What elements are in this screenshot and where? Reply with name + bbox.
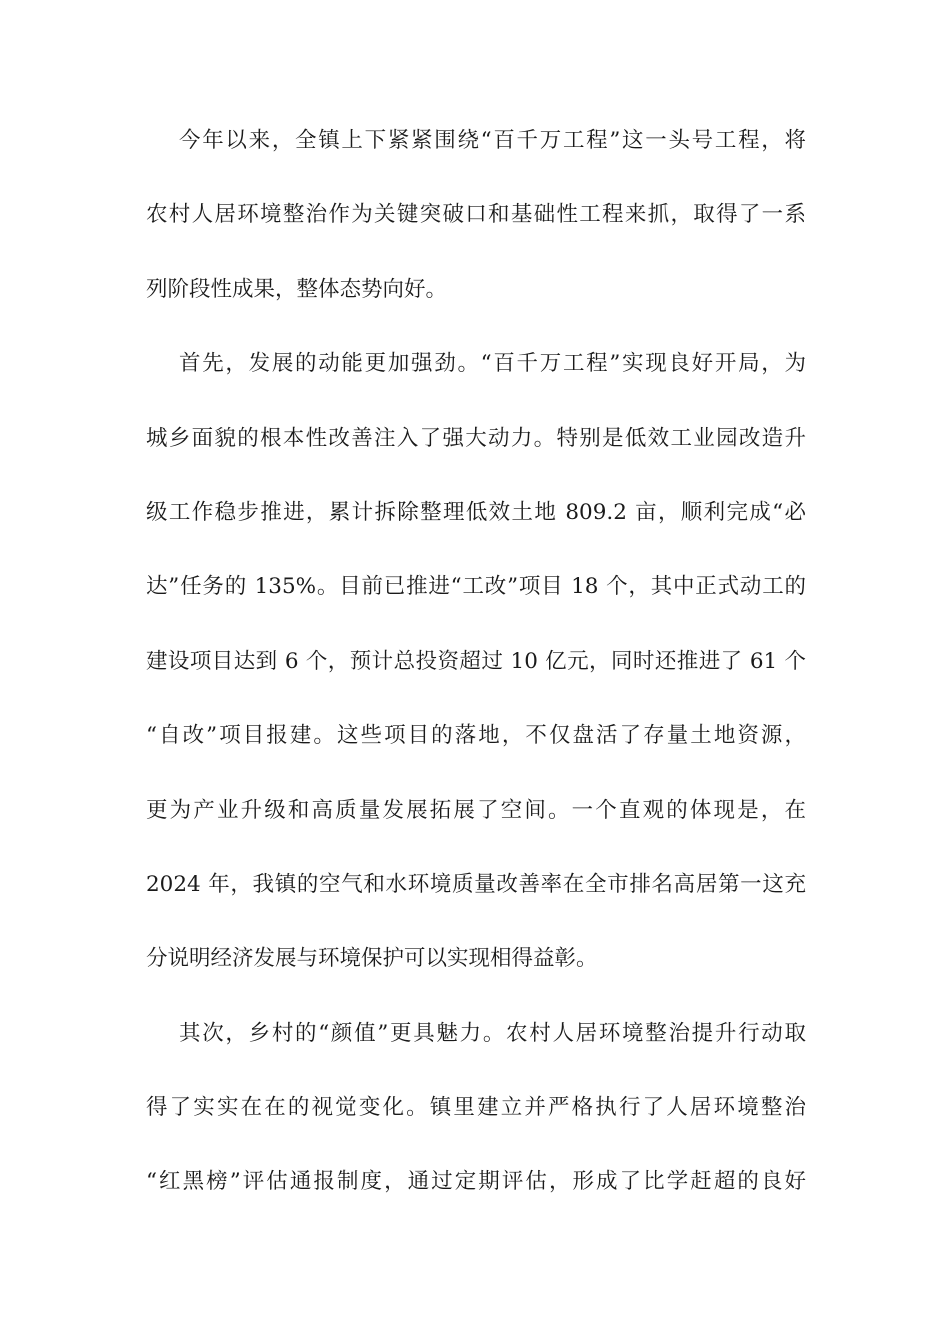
text-line: 列阶段性成果，整体态势向好。: [146, 276, 448, 302]
text-line: 城乡面貌的根本性改善注入了强大动力。特别是低效工业园改造升: [146, 425, 806, 451]
text-line: 农村人居环境整治作为关键突破口和基础性工程来抓，取得了一系: [146, 202, 806, 228]
text-line: 今年以来，全镇上下紧紧围绕“百千万工程”这一头号工程，将: [179, 128, 806, 153]
text-line: 级工作稳步推进，累计拆除整理低效土地 809.2 亩，顺利完成“必: [146, 499, 806, 525]
text-line: 分说明经济发展与环境保护可以实现相得益彰。: [146, 946, 598, 972]
text-line: 更为产业升级和高质量发展拓展了空间。一个直观的体现是，在: [146, 797, 806, 823]
text-line: “自改”项目报建。这些项目的落地，不仅盘活了存量土地资源，: [146, 723, 806, 749]
text-line: 2024 年，我镇的空气和水环境质量改善率在全市排名高居第一这充: [146, 871, 806, 897]
text-line: 得了实实在在的视觉变化。镇里建立并严格执行了人居环境整治: [146, 1095, 806, 1121]
text-line: 建设项目达到 6 个，预计总投资超过 10 亿元，同时还推进了 61 个: [146, 648, 806, 674]
text-line: 达”任务的 135%。目前已推进“工改”项目 18 个，其中正式动工的: [146, 574, 806, 600]
text-line: 首先，发展的动能更加强劲。“百千万工程”实现良好开局，为: [179, 351, 806, 377]
text-line: 其次，乡村的“颜值”更具魅力。农村人居环境整治提升行动取: [179, 1020, 806, 1046]
text-line: “红黑榜”评估通报制度，通过定期评估，形成了比学赶超的良好: [146, 1169, 806, 1195]
document-body: [146, 118, 806, 1234]
